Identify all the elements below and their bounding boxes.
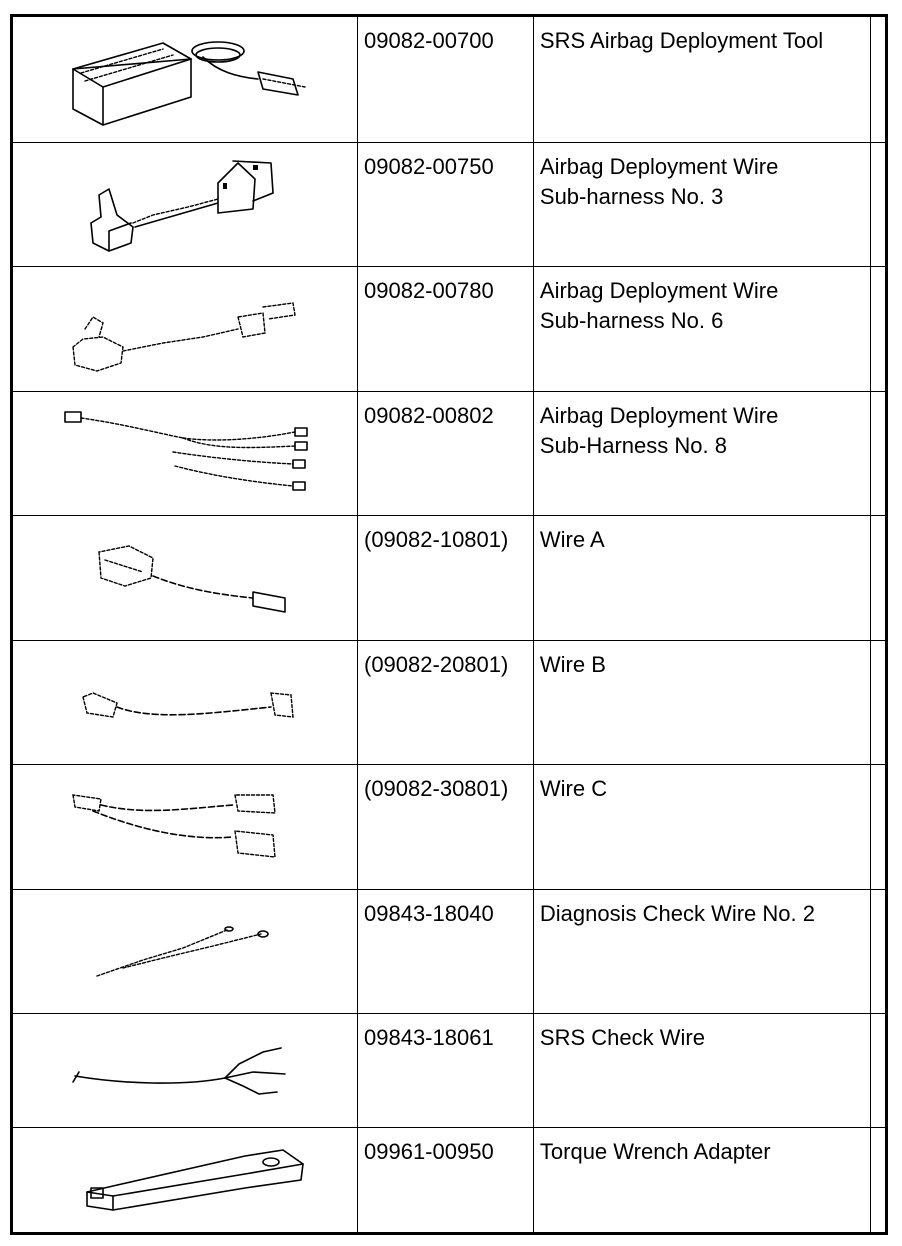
tool-name: SRS Check Wire [539,1024,705,1050]
tool-image-cell [13,142,358,266]
tool-name: Diagnosis Check Wire No. 2 [539,900,815,926]
tool-name: Wire B [539,651,606,677]
tool-name: Torque Wrench Adapter [539,1138,771,1164]
tool-image-cell [13,1127,358,1235]
part-number: 09843-18040 [364,900,494,926]
blank-cell [871,391,885,515]
tool-name: Wire C [539,775,608,801]
table-row [13,1127,885,1235]
part-number: 09082-00802 [364,402,494,428]
blank-cell [871,640,885,764]
part-number: 09843-18061 [364,1024,494,1050]
table-row [13,640,885,764]
blank-cell [871,17,885,142]
part-number: 09961-00950 [364,1138,494,1164]
special-service-tools-table [13,17,885,1235]
part-number: (09082-20801) [364,651,509,677]
tool-image-cell [13,17,358,142]
blank-cell [871,1013,885,1127]
table-row [13,764,885,889]
tool-table-frame [10,14,888,1235]
blank-cell [871,266,885,391]
wire-b-illustration [13,641,357,764]
srs-check-wire-illustration [13,1014,357,1127]
tool-name: SRS Airbag Deployment Tool [539,28,824,53]
table-row [13,391,885,515]
part-number: (09082-30801) [364,775,509,801]
tool-image-cell [13,391,358,515]
tool-image-cell [13,515,358,640]
table-row [13,889,885,1013]
tool-image-cell [13,764,358,889]
tool-name: Airbag Deployment Wire Sub-harness No. 3 [539,153,779,209]
tool-image-cell [13,640,358,764]
blank-cell [871,142,885,266]
tool-name: Airbag Deployment Wire Sub-harness No. 6 [539,277,779,333]
sub-harness-connector-illustration [13,143,357,266]
tool-name: Wire A [539,526,605,552]
part-number: 09082-00750 [364,153,494,179]
wire-a-illustration [13,516,357,640]
blank-cell [871,1127,885,1235]
multi-branch-harness-illustration [13,392,357,515]
table-row [13,142,885,266]
part-number: 09082-00700 [364,28,494,53]
tool-image-cell [13,889,358,1013]
tool-name: Airbag Deployment Wire Sub-Harness No. 8 [539,402,779,458]
blank-cell [871,515,885,640]
check-wire-illustration [13,890,357,1013]
tool-image-cell [13,1013,358,1127]
torque-wrench-adapter-illustration [13,1128,357,1235]
tool-image-cell [13,266,358,391]
table-row [13,266,885,391]
part-number: (09082-10801) [364,526,509,552]
blank-cell [871,889,885,1013]
deployment-tool-box-illustration [13,17,357,141]
sub-harness-wire-illustration [13,267,357,391]
table-row [13,17,885,142]
table-row [13,515,885,640]
part-number: 09082-00780 [364,277,494,303]
wire-c-illustration [13,765,357,889]
table-row [13,1013,885,1127]
blank-cell [871,764,885,889]
